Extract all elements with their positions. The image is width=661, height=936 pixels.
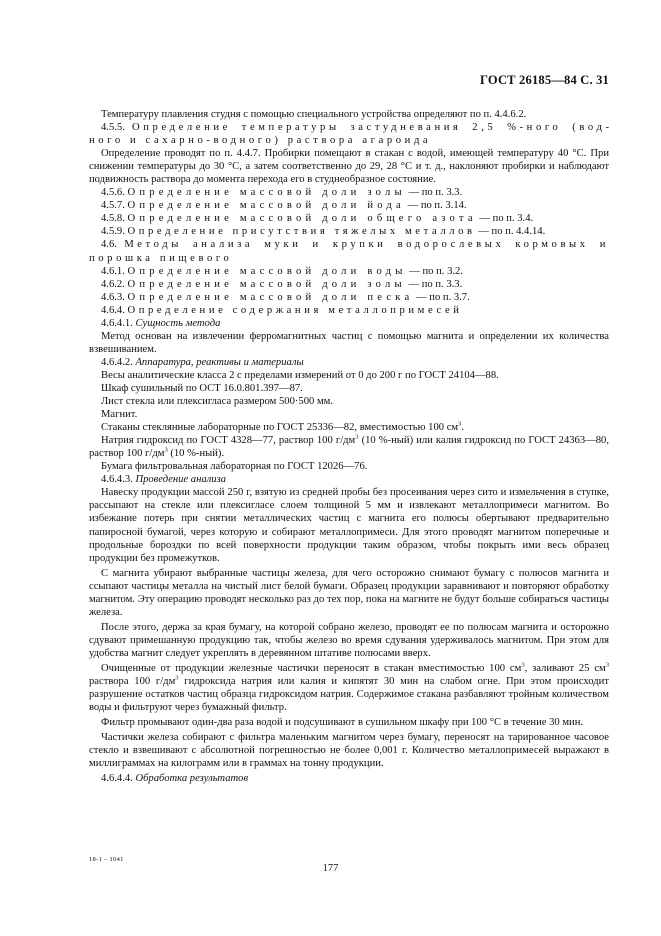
text: Очищенные от продукции железные частички переносят в стакан вместимостью 100 см (101, 662, 522, 674)
paragraph (89, 486, 609, 564)
reference: — по п. 3.4. (476, 213, 534, 225)
section-title: Определение массовой доли йода (127, 200, 405, 212)
paragraph (89, 330, 609, 356)
list-item (89, 382, 609, 395)
superscript: 3 (458, 420, 462, 428)
section-number: 4.6.4.4. (101, 773, 136, 785)
subsection-heading (89, 772, 609, 785)
section-title: Методы анализа муки и крупки водорослевых кормовых и порошка пищевого (89, 239, 609, 264)
section-title: Определение массовой доли песка (127, 291, 414, 303)
text: Метод основан на извлечении ферромагнитных частиц с помощью магнита и определении их количества взвешиванием. (89, 330, 609, 355)
subsection-heading (89, 317, 609, 330)
text: Бумага фильтровальная лабораторная по ГОСТ 12026—76. (101, 461, 368, 473)
list-item (89, 408, 609, 421)
section-title: Определение массовой доли воды (127, 265, 407, 277)
section-title: Определение массовой доли общего азота (127, 213, 477, 225)
section-number: 4.6.4. (101, 304, 128, 316)
document-body (89, 108, 609, 785)
superscript: 3 (355, 433, 359, 441)
page-number: 177 (322, 863, 339, 874)
section-title: Аппаратура, реактивы и материалы (135, 356, 304, 368)
text: Стаканы стеклянные лабораторные по ГОСТ 25336—82, вместимостью 100 см (101, 422, 459, 434)
subsection-heading (89, 473, 609, 486)
superscript: 3 (175, 674, 179, 682)
section-heading (89, 265, 609, 278)
section-number: 4.6.2. (101, 278, 128, 290)
paragraph (89, 662, 609, 714)
superscript: 3 (521, 661, 525, 669)
reference: — по п. 3.3. (405, 187, 463, 199)
reference: — по п. 4.4.14. (475, 226, 546, 238)
text: После этого, держа за края бумагу, на которой собрано железо, проводят ее по полюсам магнита и осторожно сдувают примешанную продукцию так, чтобы железо во время сдувания удерживалось магнитом. При этом для удобства магнит следует укреплять в деревянном штативе полюсами вверх. (89, 621, 609, 659)
text: Шкаф сушильный по ОСТ 16.0.801.397—87. (101, 382, 303, 394)
text: гидроксида натрия или калия и кипятят 30 мин на слабом огне. При этом происходит разрушение остатков частиц образца гидроксидом натрия. Содержимое стакана разбавляют тройным количеством воды и фильтруют через бумажный фильтр. (89, 676, 609, 714)
section-number: 4.5.7. (101, 200, 128, 212)
section-number: 4.6.1. (101, 265, 128, 277)
section-heading (89, 199, 609, 212)
text: Частички железа собирают с фильтра маленьким магнитом через бумагу, переносят на тарированное часовое стекло и взвешивают с абсолютной погрешностью не более 0,001 г. Количество металлопримесей выражают в миллиграммах на килограмм или в граммах на тонну продукции. (89, 732, 609, 770)
list-item (89, 434, 609, 460)
list-item (89, 395, 609, 408)
section-title: Сущность метода (135, 317, 221, 329)
section-heading (89, 225, 609, 238)
text: Лист стекла или плексигласа размером 500·500 мм. (101, 396, 334, 408)
section-heading (89, 121, 609, 147)
text: (10 %-ный). (167, 448, 225, 460)
text: Навеску продукции массой 250 г, взятую из средней пробы без просеивания через сито и измельчения в ступке, рассыпают на стекле или плексигласе слоем толщиной 5 мм и извлекают металлопримеси магнитом. Во избежание потерь при снятии металлических частиц с магнита его полюсы обертывают предварительно папиросной бумагой, через которую и собирают металлопримеси. Для этого проводят магнитом поперечные и продольные бороздки по всей поверхности продукции таким образом, чтобы покрыть ими весь образец продукции без промежутков. (89, 487, 609, 564)
paragraph (89, 731, 609, 770)
section-number: 4.6.4.3. (101, 474, 136, 486)
section-title: Проведение анализа (135, 474, 227, 486)
section-heading (89, 304, 609, 317)
section-number: 4.5.8. (101, 213, 128, 225)
paragraph (89, 147, 609, 186)
section-title: Определение содержания металлопримесей (127, 304, 463, 316)
text: Весы аналитические класса 2 с пределами измерений от 0 до 200 г по ГОСТ 24104—88. (101, 369, 499, 381)
text: Определение проводят по п. 4.4.7. Пробирки помещают в стакан с водой, имеющей температуру 40 °С. При снижении температуры до 30 °С, а затем соответственно до 29, 28 °С и т. д., наклоняют пробирки и наблюдают подвижность раствора до момента перехода его в студнеобразное состояние. (89, 148, 609, 186)
section-heading (89, 291, 609, 304)
reference: — по п. 3.3. (405, 278, 463, 290)
section-number: 4.6.3. (101, 291, 128, 303)
list-item (89, 460, 609, 473)
subsection-heading (89, 356, 609, 369)
list-item (89, 369, 609, 382)
text: раствора 100 г/дм (89, 676, 176, 688)
text: . (461, 422, 465, 434)
text: Температуру плавления студня с помощью специального устройства определяют по п. 4.4.6.2. (101, 109, 527, 120)
section-title: Определение массовой доли золы (127, 278, 406, 290)
paragraph (89, 621, 609, 660)
superscript: 3 (164, 446, 168, 454)
paragraph (89, 716, 609, 729)
paragraph (89, 108, 609, 121)
section-heading (89, 186, 609, 199)
reference: — по п. 3.14. (404, 200, 467, 212)
section-title: Определение температуры застудневания 2,5 %-ного (водного и сахарно-водного) раствора агароида (89, 122, 609, 147)
text: Фильтр промывают один-два раза водой и подсушивают в сушильном шкафу при 100 °С в течение 30 мин. (101, 717, 584, 729)
section-number: 4.6.4.2. (101, 356, 136, 368)
section-title: Обработка результатов (135, 773, 249, 785)
section-heading (89, 238, 609, 264)
section-number: 4.6. (101, 239, 125, 251)
text: Натрия гидроксид по ГОСТ 4328—77, раствор 100 г/дм (101, 435, 356, 447)
section-number: 4.5.9. (101, 226, 128, 238)
section-number: 4.5.6. (101, 187, 128, 199)
section-title: Определение присутствия тяжелых металлов (127, 226, 476, 238)
text: , заливают 25 см (524, 662, 606, 674)
section-number: 4.6.4.1. (101, 317, 136, 329)
print-code: 18-1 – 1041 (89, 856, 124, 863)
text: (10 %-ный) или калия гидроксид по ГОСТ 24363—80, раствор 100 г/дм (89, 435, 609, 460)
text: С магнита убирают выбранные частицы железа, для чего осторожно снимают бумагу с полюсов магнита и ссыпают частицы металла на чистый лист белой бумаги. Образец продукции заравнивают и повторяют обработку магнитом. Эту операцию проводят несколько раз до тех пор, пока на магните не будут больше собираться частицы железа. (89, 567, 609, 618)
section-heading (89, 278, 609, 291)
section-title: Определение массовой доли золы (127, 187, 406, 199)
page-header: ГОСТ 26185—84 С. 31 (480, 73, 609, 87)
paragraph (89, 567, 609, 619)
superscript: 3 (605, 661, 610, 669)
text: Магнит. (101, 409, 138, 421)
reference: — по п. 3.2. (406, 265, 463, 277)
section-heading (89, 212, 609, 225)
list-item (89, 421, 609, 434)
section-number: 4.5.5. (101, 122, 133, 134)
reference: — по п. 3.7. (413, 291, 470, 303)
